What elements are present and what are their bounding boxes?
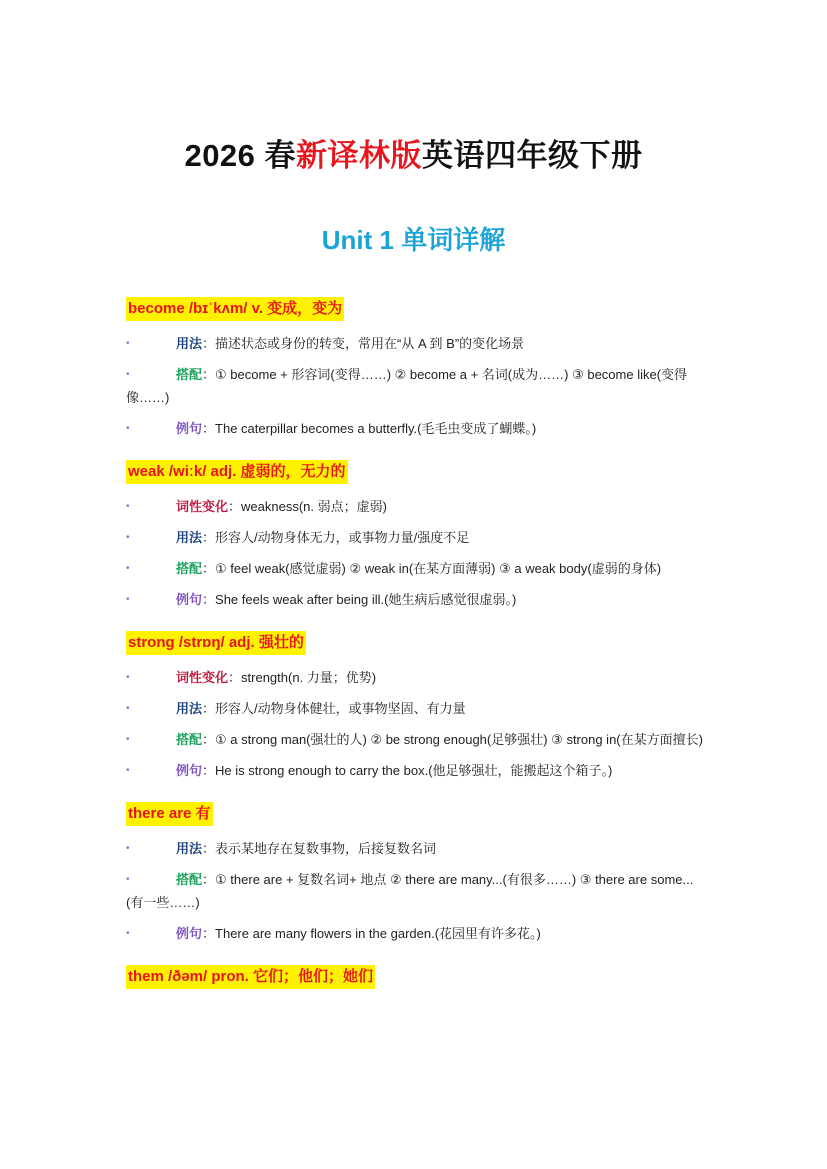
detail-item: • 用法：描述状态或身份的转变，常用在“从 A 到 B”的变化场景 bbox=[126, 332, 706, 355]
detail-item: • 用法：表示某地存在复数事物，后接复数名词 bbox=[126, 837, 706, 860]
detail-item: • 用法：形容人/动物身体无力，或事物力量/强度不足 bbox=[126, 526, 706, 549]
bullet-icon: • bbox=[126, 501, 130, 512]
detail-item: • 搭配：① feel weak(感觉虚弱) ② weak in(在某方面薄弱) ③ a weak body(虚弱的身体) bbox=[126, 557, 706, 580]
word-entry bbox=[126, 802, 706, 945]
word-details bbox=[126, 837, 706, 945]
word-entry bbox=[126, 965, 706, 989]
detail-label: 例句 bbox=[176, 592, 203, 607]
title-prefix: 2026 春 bbox=[184, 138, 297, 173]
detail-item: • 例句：She feels weak after being ill.(她生病后感觉很虚弱。) bbox=[126, 588, 706, 611]
word-entry bbox=[126, 631, 706, 782]
detail-text: He is strong enough to carry the box.(他足够强壮，能搬起这个箱子。) bbox=[215, 763, 613, 778]
detail-label: 例句 bbox=[176, 421, 203, 436]
detail-label: 词性变化 bbox=[176, 670, 229, 685]
detail-label: 搭配 bbox=[176, 561, 203, 576]
bullet-icon: • bbox=[126, 928, 130, 939]
word-details bbox=[126, 332, 706, 440]
detail-label: 用法 bbox=[176, 336, 203, 351]
word-details bbox=[126, 666, 706, 782]
detail-item: • 搭配：① a strong man(强壮的人) ② be strong enough(足够强壮) ③ strong in(在某方面擅长) bbox=[126, 728, 706, 751]
detail-text: The caterpillar becomes a butterfly.(毛毛虫变成了蝴蝶。) bbox=[215, 421, 537, 436]
detail-label: 搭配 bbox=[176, 732, 203, 747]
word-heading: weak /wiːk/ adj. 虚弱的，无力的 bbox=[126, 460, 348, 484]
bullet-icon: • bbox=[126, 672, 130, 683]
word-heading: become /bɪˈkʌm/ v. 变成，变为 bbox=[126, 297, 344, 321]
bullet-icon: • bbox=[126, 594, 130, 605]
detail-label: 用法 bbox=[176, 841, 203, 856]
detail-text: ① there are + 复数名词+ 地点 ② there are many...(有很多……) ③ there are some...(有一些……) bbox=[126, 872, 694, 910]
detail-item: • 用法：形容人/动物身体健壮，或事物坚固、有力量 bbox=[126, 697, 706, 720]
detail-text: There are many flowers in the garden.(花园里有许多花。) bbox=[215, 926, 541, 941]
detail-label: 词性变化 bbox=[176, 499, 229, 514]
detail-item: • 例句：He is strong enough to carry the box.(他足够强壮，能搬起这个箱子。) bbox=[126, 759, 706, 782]
bullet-icon: • bbox=[126, 423, 130, 434]
detail-label: 用法 bbox=[176, 701, 203, 716]
detail-text: ① feel weak(感觉虚弱) ② weak in(在某方面薄弱) ③ a weak body(虚弱的身体) bbox=[215, 561, 662, 576]
detail-label: 搭配 bbox=[176, 872, 203, 887]
word-heading: them /ðəm/ pron. 它们；他们；她们 bbox=[126, 965, 375, 989]
detail-text: 描述状态或身份的转变，常用在“从 A 到 B”的变化场景 bbox=[215, 336, 525, 351]
bullet-icon: • bbox=[126, 369, 130, 380]
detail-text: She feels weak after being ill.(她生病后感觉很虚弱。) bbox=[215, 592, 517, 607]
detail-text: ① become + 形容词(变得……) ② become a + 名词(成为……) ③ become like(变得像……) bbox=[126, 367, 688, 405]
detail-item: • 例句：The caterpillar becomes a butterfly.(毛毛虫变成了蝴蝶。) bbox=[126, 417, 706, 440]
title-suffix: 英语四年级下册 bbox=[422, 138, 643, 173]
bullet-icon: • bbox=[126, 532, 130, 543]
bullet-icon: • bbox=[126, 874, 130, 885]
word-heading: strong /strɒŋ/ adj. 强壮的 bbox=[126, 631, 306, 655]
detail-text: 表示某地存在复数事物，后接复数名词 bbox=[215, 841, 437, 856]
document-title bbox=[0, 130, 827, 175]
title-accent: 新译林版 bbox=[296, 138, 423, 173]
detail-item: • 搭配：① there are + 复数名词+ 地点 ② there are many...(有很多……) ③ there are some...(有一些……) bbox=[126, 868, 706, 914]
word-details bbox=[126, 495, 706, 611]
bullet-icon: • bbox=[126, 338, 130, 349]
detail-label: 例句 bbox=[176, 926, 203, 941]
detail-item: • 词性变化：strength(n. 力量；优势) bbox=[126, 666, 706, 689]
detail-label: 用法 bbox=[176, 530, 203, 545]
detail-text: strength(n. 力量；优势) bbox=[241, 670, 377, 685]
bullet-icon: • bbox=[126, 843, 130, 854]
detail-text: ① a strong man(强壮的人) ② be strong enough(足够强壮) ③ strong in(在某方面擅长) bbox=[215, 732, 703, 747]
bullet-icon: • bbox=[126, 765, 130, 776]
detail-label: 搭配 bbox=[176, 367, 203, 382]
word-heading: there are 有 bbox=[126, 802, 213, 826]
bullet-icon: • bbox=[126, 734, 130, 745]
detail-text: 形容人/动物身体无力，或事物力量/强度不足 bbox=[215, 530, 470, 545]
detail-text: weakness(n. 弱点；虚弱) bbox=[241, 499, 387, 514]
detail-item: • 词性变化：weakness(n. 弱点；虚弱) bbox=[126, 495, 706, 518]
detail-label: 例句 bbox=[176, 763, 203, 778]
word-list bbox=[126, 297, 706, 1009]
word-entry bbox=[126, 460, 706, 611]
detail-text: 形容人/动物身体健壮，或事物坚固、有力量 bbox=[215, 701, 466, 716]
unit-title: Unit 1 单词详解 bbox=[321, 225, 506, 255]
bullet-icon: • bbox=[126, 703, 130, 714]
word-entry bbox=[126, 297, 706, 440]
detail-item: • 搭配：① become + 形容词(变得……) ② become a + 名词(成为……) ③ become like(变得像……) bbox=[126, 363, 706, 409]
bullet-icon: • bbox=[126, 563, 130, 574]
detail-item: • 例句：There are many flowers in the garden.(花园里有许多花。) bbox=[126, 922, 706, 945]
